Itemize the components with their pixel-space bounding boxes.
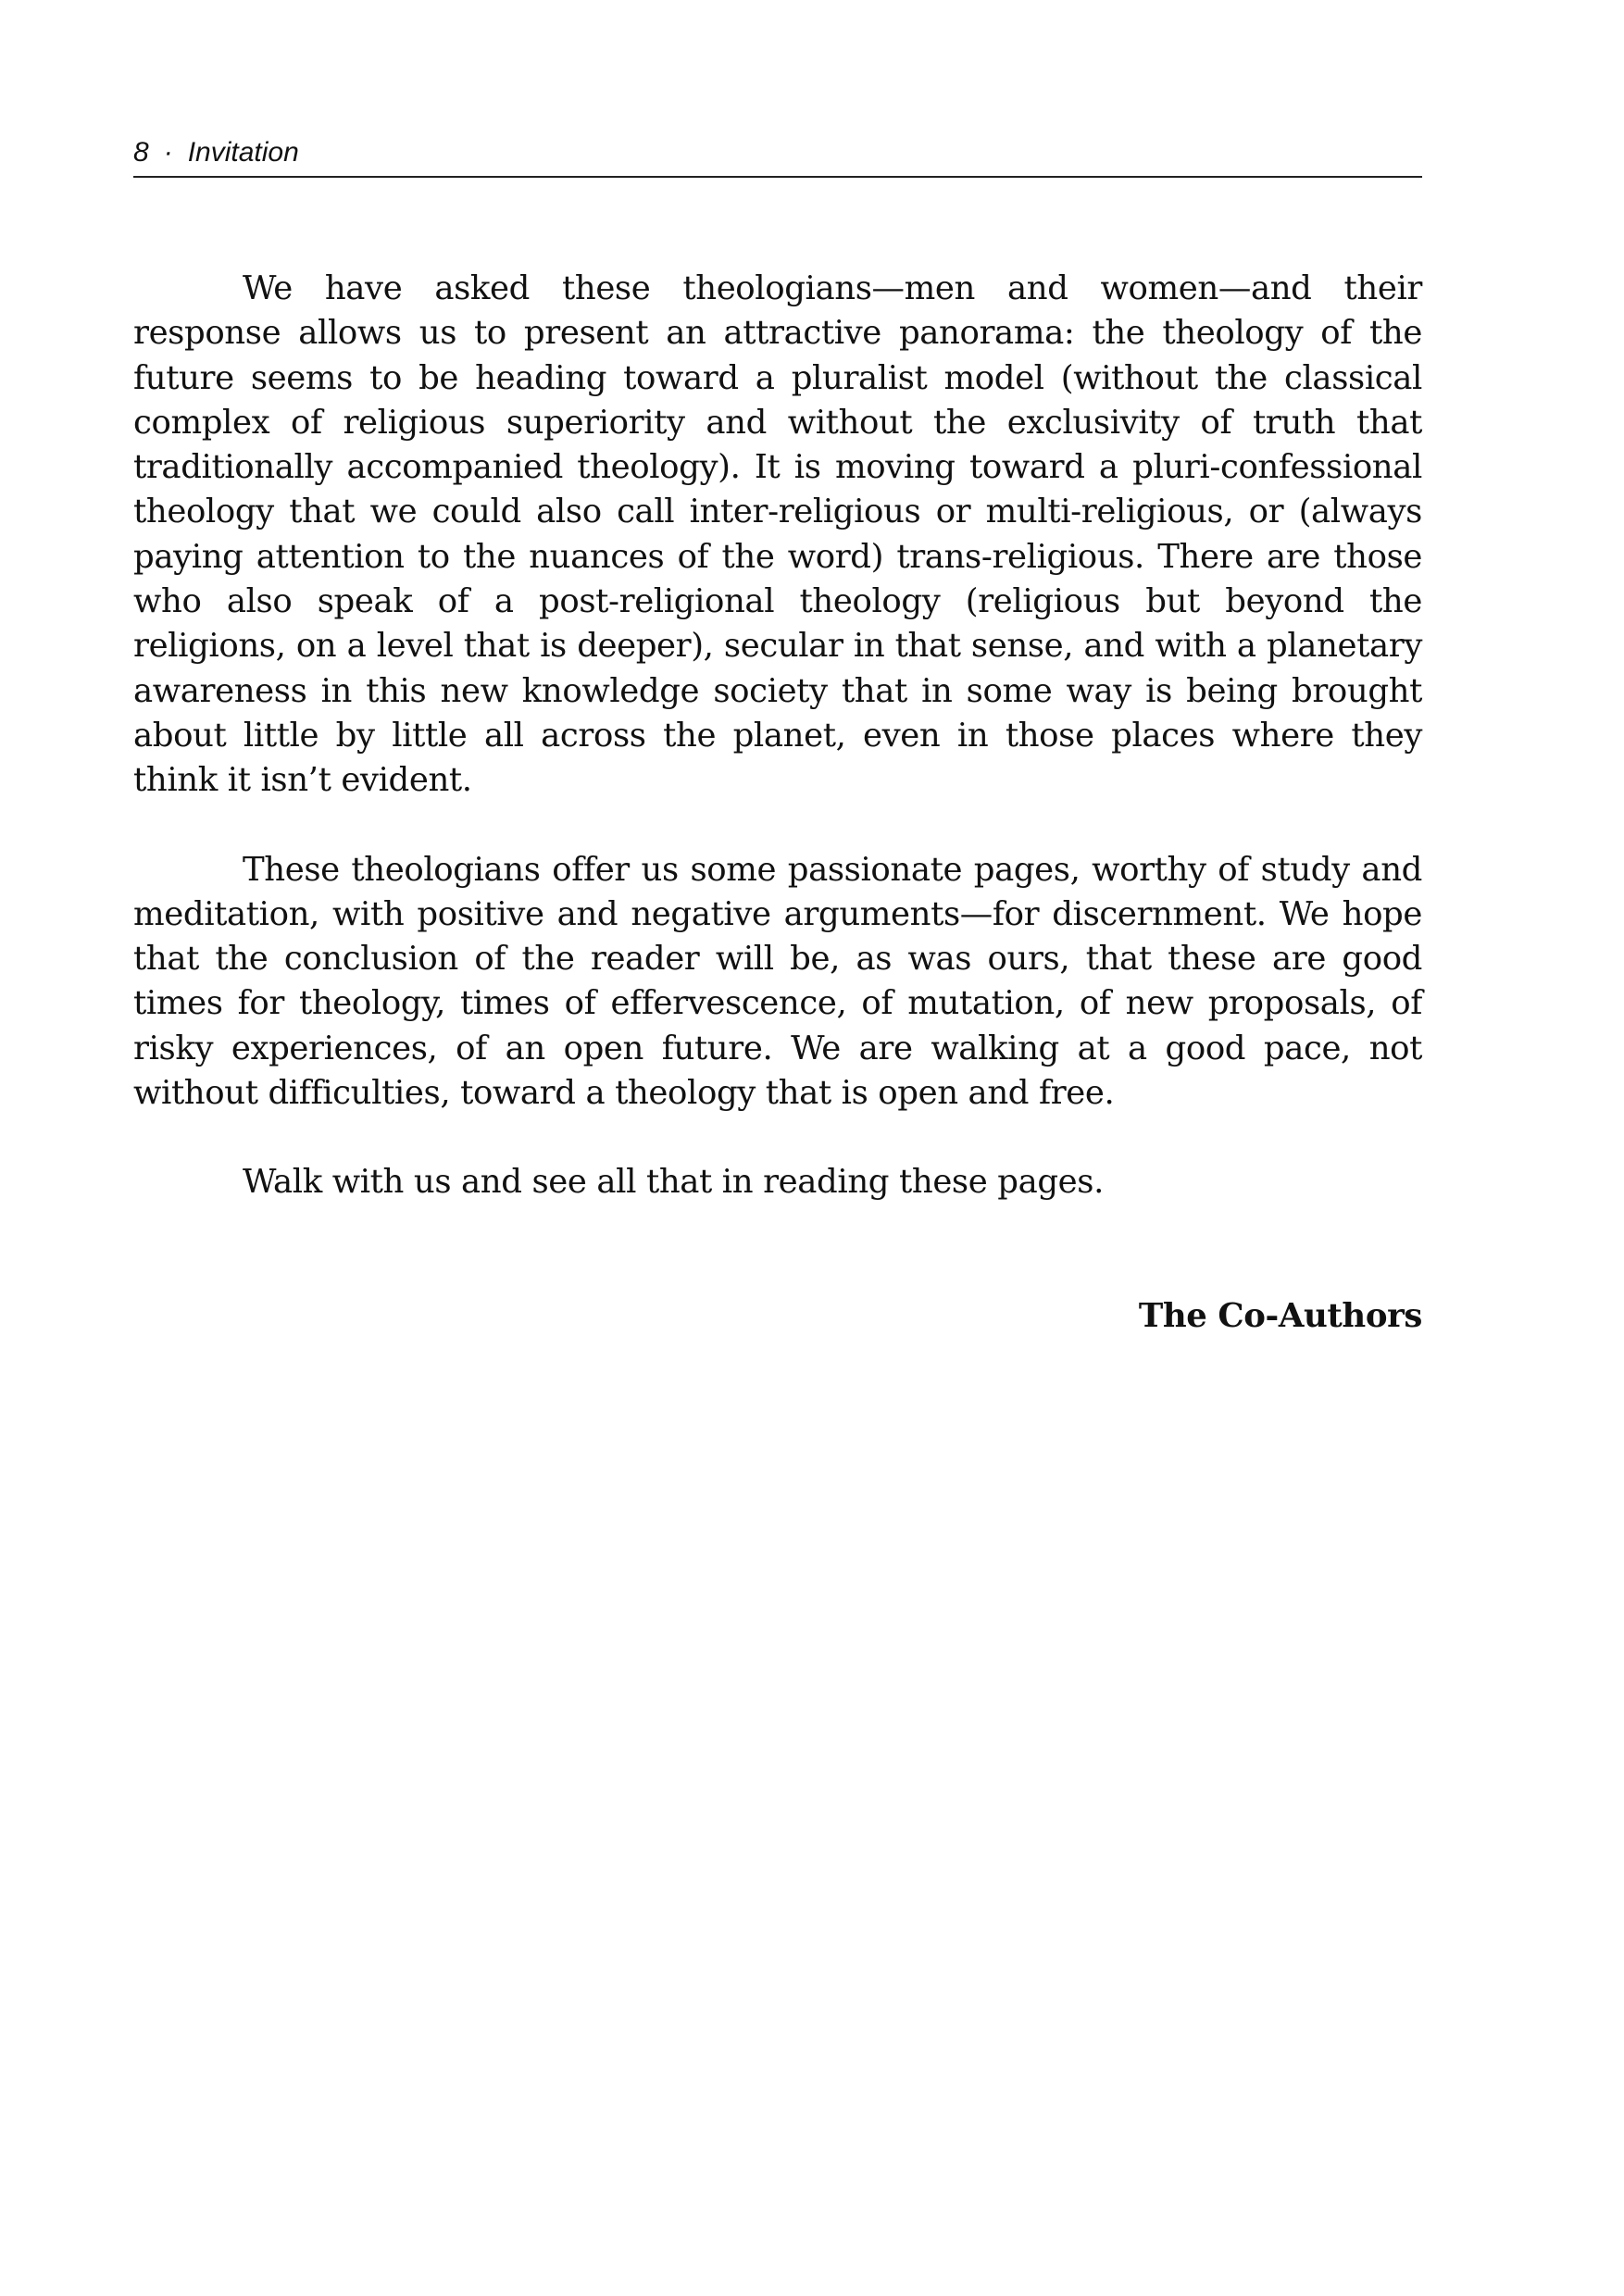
paragraph-3: Walk with us and see all that in reading these pages. (243, 1163, 1104, 1202)
page-number: 8 (133, 137, 149, 168)
paragraph-1: We have asked these theologians—men and women—and their response allows us to present an attractive panorama: the theology of the future seems to be heading toward a pluralist model (without the classical complex of religious superiority and without the exclusivity of truth that traditionally accompanied theology). It is moving toward a pluri-confessional theology that we could also call inter-religious or multi-religious, or (always paying attention to the nuances of the word) trans-religious. There are those who also speak of a post-religional theology (religious but beyond the religions, on a level that is deeper), secular in that sense, and with a planetary awareness in this new knowledge society that in some way is being brought about little by little all across the planet, even in those places where they think it isn’t evident. (133, 269, 1422, 800)
header-separator: · (163, 137, 173, 168)
section-title: Invitation (187, 137, 299, 168)
running-header (133, 130, 1422, 178)
paragraph-2: These theologians offer us some passionate pages, worthy of study and meditation, with positive and negative arguments—for discernment. We hope that the conclusion of the reader will be, as was ours, that these are good times for theology, times of effervescence, of mutation, of new proposals, of risky experiences, of an open future. We are walking at a good pace, not without difficulties, toward a theology that is open and free. (133, 850, 1422, 1113)
body-text (133, 267, 1422, 1339)
signature: The Co-Authors (1138, 1296, 1422, 1335)
